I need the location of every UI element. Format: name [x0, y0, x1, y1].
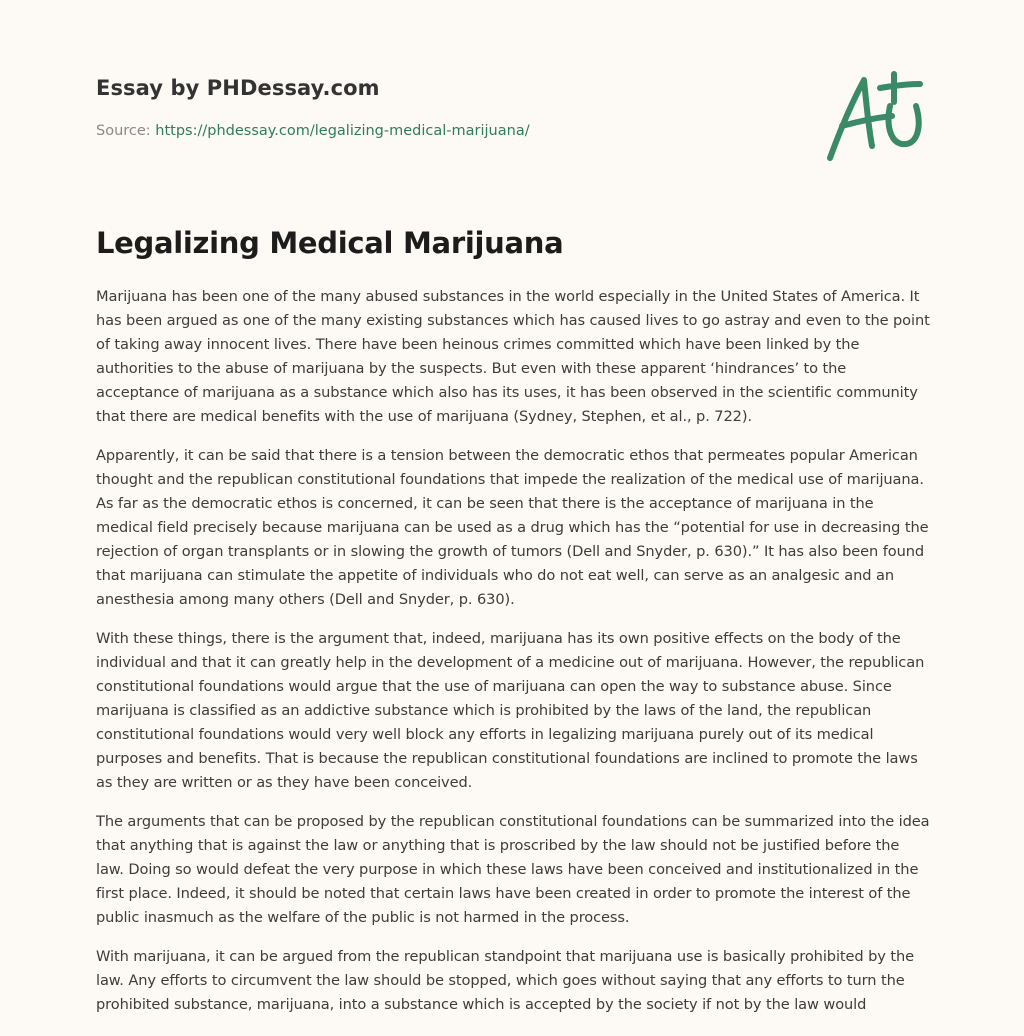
site-title: Essay by PHDessay.com — [96, 76, 380, 100]
source-link[interactable]: https://phdessay.com/legalizing-medical-marijuana/ — [155, 123, 530, 139]
source-line — [96, 123, 796, 139]
paragraph: Apparently, it can be said that there is a tension between the democratic ethos that permeates popular American thought and the republican constitutional foundations that impede the realization of the medical use of marijuana. As far as the democratic ethos is concerned, it can be seen that there is the acceptance of marijuana in the medical field precisely because marijuana can be used as a drug which has the “potential for use in decreasing the rejection of organ transplants or in slowing the growth of tumors (Dell and Snyder, p. 630).” It has also been found that marijuana can stimulate the appetite of individuals who do not eat well, can serve as an analgesic and an anesthesia among many others (Dell and Snyder, p. 630). — [96, 447, 929, 608]
paragraph: With marijuana, it can be argued from the republican standpoint that marijuana use is basically prohibited by the law. Any efforts to circumvent the law should be stopped, which goes without saying that any efforts to turn the prohibited substance, marijuana, into a substance which is accepted by the society if not by the law would — [96, 948, 915, 1013]
a-plus-logo-icon — [820, 66, 930, 166]
paragraph: With these things, there is the argument that, indeed, marijuana has its own positive effects on the body of the individual and that it can greatly help in the development of a medicine out of marijuana. However, the republican constitutional foundations would argue that the use of marijuana can open the way to substance abuse. Since marijuana is classified as an addictive substance which is prohibited by the laws of the land, the republican constitutional foundations would very well block any efforts in legalizing marijuana purely out of its medical purposes and benefits. That is because the republican constitutional foundations are inclined to promote the laws as they are written or as they have been conceived. — [96, 630, 925, 791]
paragraph: The arguments that can be proposed by the republican constitutional foundations can be summarized into the idea that anything that is against the law or anything that is proscribed by the law should not be justified before the law. Doing so would defeat the very purpose in which these laws have been conceived and institutionalized in the first place. Indeed, it should be noted that certain laws have been created in order to promote the interest of the public inasmuch as the welfare of the public is not harmed in the process. — [96, 813, 930, 926]
essay-title: Legalizing Medical Marijuana — [96, 226, 564, 260]
source-label: Source: — [96, 123, 156, 139]
paragraph: Marijuana has been one of the many abused substances in the world especially in the United States of America. It has been argued as one of the many existing substances which has caused lives to go astray and even to the point of taking away innocent lives. There have been heinous crimes committed which have been linked by the authorities to the abuse of marijuana by the suspects. But even with these apparent ‘hindrances’ to the acceptance of marijuana as a substance which also has its uses, it has been observed in the scientific community that there are medical benefits with the use of marijuana (Sydney, Stephen, et al., p. 722). — [96, 288, 930, 425]
essay-body — [96, 285, 930, 1032]
page-header — [96, 76, 796, 139]
